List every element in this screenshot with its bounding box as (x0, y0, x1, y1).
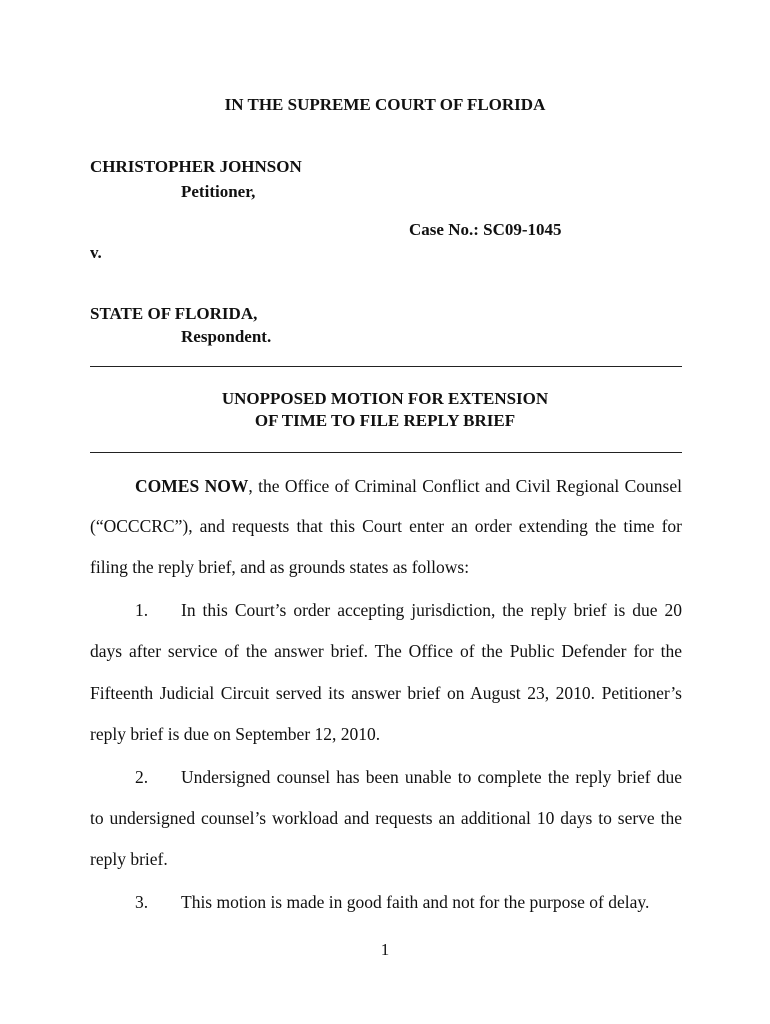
motion-title-line-1: UNOPPOSED MOTION FOR EXTENSION (221, 389, 549, 408)
court-title: IN THE SUPREME COURT OF FLORIDA (224, 95, 546, 114)
top-divider (90, 366, 682, 367)
intro-line-1-text: , the Office of Criminal Conflict and Civil Regional Counsel (248, 476, 682, 496)
para-1-line-2: days after service of the answer brief. The Office of the Public Defender for the (90, 641, 682, 661)
respondent-name: STATE OF FLORIDA, (90, 304, 258, 323)
bottom-divider (90, 452, 682, 453)
petitioner-role: Petitioner, (181, 182, 256, 201)
para-3-line-1: This motion is made in good faith and not for the purpose of delay. (181, 892, 650, 912)
motion-title-line-2: OF TIME TO FILE REPLY BRIEF (254, 411, 516, 430)
para-2-line-2: to undersigned counsel’s workload and requests an additional 10 days to serve the (90, 808, 682, 828)
para-2-number: 2. (135, 767, 149, 787)
para-3-number: 3. (135, 892, 149, 912)
para-2-line-1: Undersigned counsel has been unable to complete the reply brief due (181, 767, 682, 787)
comes-now-lead: COMES NOW (135, 476, 249, 496)
petitioner-name: CHRISTOPHER JOHNSON (90, 157, 302, 176)
respondent-role: Respondent. (181, 327, 272, 346)
para-1-line-4: reply brief is due on September 12, 2010. (90, 724, 381, 744)
versus-label: v. (90, 243, 102, 262)
para-1-line-3: Fifteenth Judicial Circuit served its answer brief on August 23, 2010. Petitioner’s (90, 683, 682, 703)
case-number: Case No.: SC09-1045 (409, 220, 562, 239)
para-2-line-3: reply brief. (90, 849, 168, 869)
intro-line-1 (135, 476, 682, 497)
page-number: 1 (380, 940, 390, 959)
para-1-line-1: In this Court’s order accepting jurisdiction, the reply brief is due 20 (181, 600, 682, 620)
para-1-number: 1. (135, 600, 149, 620)
intro-line-2: (“OCCCRC”), and requests that this Court enter an order extending the time for (90, 516, 682, 536)
intro-line-3: filing the reply brief, and as grounds states as follows: (90, 557, 470, 577)
